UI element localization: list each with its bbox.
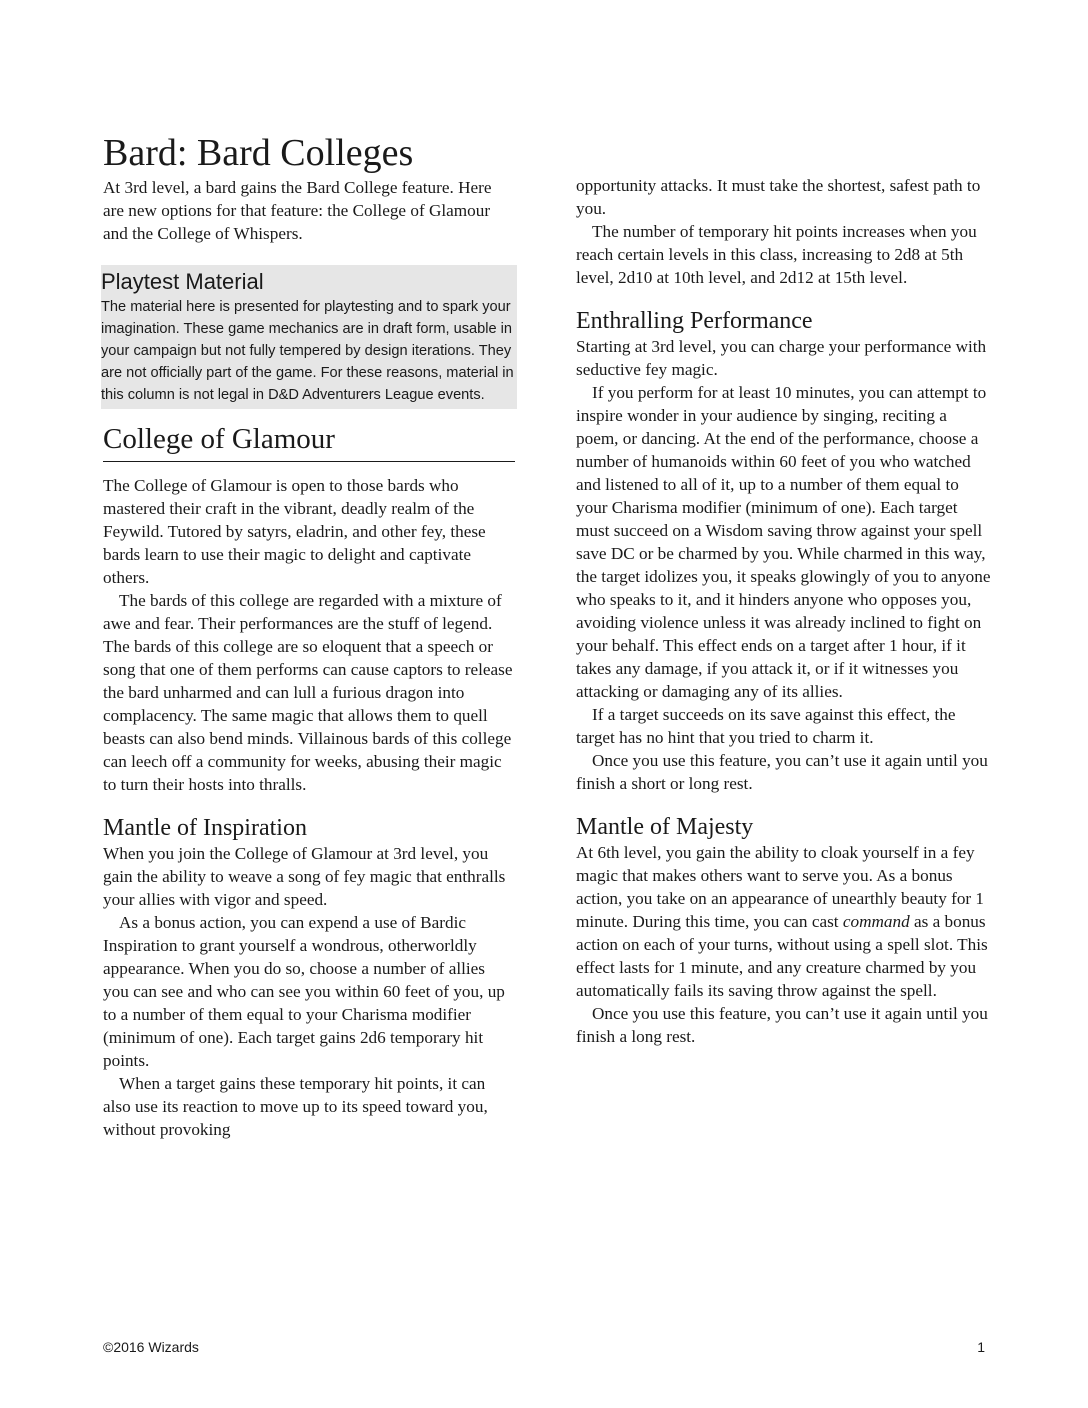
- mantle-inspiration-paragraph-3: When a target gains these temporary hit points, it can also use its reaction to move up to its speed toward you, without provoking: [103, 1074, 488, 1139]
- mantle-inspiration-paragraph-3-continued: opportunity attacks. It must take the shortest, safest path to you.: [576, 176, 981, 218]
- mantle-majesty-text-before: At 6th level, you gain the ability to cloak yourself in a fey magic that makes others want to serve you. As a bonus action, you take on an appearance of unearthly beauty for 1 minute. During this time, you can cast: [576, 843, 985, 931]
- mantle-majesty-paragraph-2: Once you use this feature, you can’t use it again until you finish a long rest.: [576, 1004, 988, 1046]
- playtest-body: The material here is presented for playtesting and to spark your imagination. These game mechanics are in draft form, usable in your campaign but not fully tempered by design iterations. They are not officially part of the game. For these reasons, material in this column is not legal in D&D Adventurers League events.: [101, 299, 514, 403]
- mantle-inspiration-paragraph-4: The number of temporary hit points increases when you reach certain levels in this class, increasing to 2d8 at 5th level, 2d10 at 10th level, and 2d12 at 15th level.: [576, 222, 977, 287]
- subsection-title-enthralling-performance: Enthralling Performance: [576, 308, 813, 334]
- playtest-box: [101, 265, 517, 409]
- right-column: [576, 174, 992, 1048]
- mantle-inspiration-paragraph-1: When you join the College of Glamour at 3rd level, you gain the ability to weave a song of fey magic that enthralls your allies with vigor and speed.: [103, 844, 506, 909]
- enthralling-paragraph-3: If a target succeeds on its save against this effect, the target has no hint that you tried to charm it.: [576, 705, 956, 747]
- footer-page-number: 1: [977, 1339, 985, 1355]
- mantle-majesty-paragraph-1: [576, 841, 992, 1002]
- intro-paragraph: At 3rd level, a bard gains the Bard College feature. Here are new options for that feature: the College of Glamour and the College of Whispers.: [103, 178, 492, 243]
- footer-copyright: ©2016 Wizards: [103, 1339, 199, 1355]
- left-column: [103, 130, 515, 1141]
- playtest-title: Playtest Material: [101, 269, 264, 294]
- enthralling-paragraph-4: Once you use this feature, you can’t use it again until you finish a short or long rest.: [576, 751, 988, 793]
- glamour-paragraph-1: The College of Glamour is open to those bards who mastered their craft in the vibrant, deadly realm of the Feywild. Tutored by satyrs, eladrin, and other fey, these bards learn to use their magic to delight and captivate others.: [103, 476, 486, 587]
- enthralling-paragraph-2: If you perform for at least 10 minutes, you can attempt to inspire wonder in your audience by singing, reciting a poem, or dancing. At the end of the performance, choose a number of humanoids within 60 feet of you who watched and listened to all of it, up to a number of them equal to your Charisma modifier (minimum of one). Each target must succeed on a Wisdom saving throw against your spell save DC or be charmed by you. While charmed in this way, the target idolizes you, it speaks glowingly of you to anyone who speaks to it, and it hinders anyone who opposes you, avoiding violence unless it was already inclined to fight on your behalf. This effect ends on a target after 1 hour, if it takes any damage, if you attack it, or if it witnesses you attacking or damaging any of its allies.: [576, 383, 991, 701]
- subsection-title-mantle-majesty: Mantle of Majesty: [576, 814, 754, 840]
- glamour-paragraph-2: The bards of this college are regarded with a mixture of awe and fear. Their performances are the stuff of legend. The bards of this college are so eloquent that a speech or song that one of them performs can cause captors to release the bard unharmed and can lull a furious dragon into complacency. The same magic that allows them to quell beasts can also bend minds. Villainous bards of this college can leech off a community for weeks, abusing their magic to turn their hosts into thralls.: [103, 591, 513, 794]
- spell-name-command: command: [842, 912, 910, 931]
- section-title-glamour: College of Glamour: [103, 421, 515, 462]
- subsection-title-mantle-inspiration: Mantle of Inspiration: [103, 815, 307, 841]
- mantle-majesty-text-after: as a bonus action on each of your turns, without using a spell slot. This effect lasts for 1 minute, and any creature charmed by you automatically fails its saving throw against the spell.: [576, 912, 988, 1000]
- enthralling-paragraph-1: Starting at 3rd level, you can charge your performance with seductive fey magic.: [576, 337, 987, 379]
- mantle-inspiration-paragraph-2: As a bonus action, you can expend a use of Bardic Inspiration to grant yourself a wondrous, otherworldly appearance. When you do so, choose a number of allies you can see and who can see you within 60 feet of you, up to a number of them equal to your Charisma modifier (minimum of one). Each target gains 2d6 temporary hit points.: [103, 913, 505, 1070]
- document-title: Bard: Bard Colleges: [103, 132, 414, 174]
